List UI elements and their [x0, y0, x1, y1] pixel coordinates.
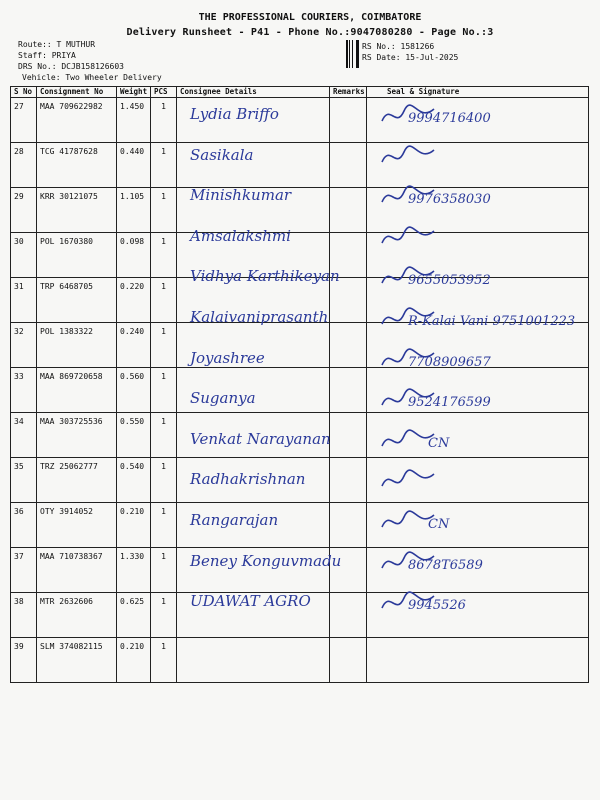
row-pcs: 1 — [151, 503, 177, 548]
col-consignment: Consignment No — [37, 87, 117, 98]
row-pcs: 1 — [151, 368, 177, 413]
row-pcs: 1 — [151, 413, 177, 458]
row-weight: 0.220 — [117, 278, 151, 323]
signature-note-handwritten: 9994716400 — [408, 111, 491, 126]
row-consignment: TCG 41787628 — [37, 143, 117, 188]
row-weight: 0.625 — [117, 593, 151, 638]
row-consignment: MAA 710738367 — [37, 548, 117, 593]
row-pcs: 1 — [151, 323, 177, 368]
row-sno: 30 — [11, 233, 37, 278]
barcode — [346, 40, 360, 68]
consignee-name-handwritten: Rangarajan — [190, 511, 279, 529]
row-remarks — [330, 593, 367, 638]
signature-note-handwritten: R-Kalai Vani 9751001223 — [408, 314, 576, 329]
route: Route:: T MUTHUR — [18, 40, 96, 49]
col-consignee: Consignee Details — [177, 87, 330, 98]
consignee-name-handwritten: Vidhya Karthikeyan — [190, 267, 340, 286]
row-sno: 34 — [11, 413, 37, 458]
barcode-bar — [352, 40, 353, 68]
signature-note-handwritten: 9524176599 — [408, 395, 491, 411]
row-consignment: MTR 2632606 — [37, 593, 117, 638]
runsheet-title: Delivery Runsheet - P41 - Phone No.:9047080280 - Page No.:3 — [126, 27, 494, 38]
row-weight: 0.240 — [117, 323, 151, 368]
row-sno: 35 — [11, 458, 37, 503]
col-pcs: PCS — [151, 87, 177, 98]
col-sno: S No — [11, 87, 37, 98]
row-pcs: 1 — [151, 143, 177, 188]
row-remarks — [330, 188, 367, 233]
row-pcs: 1 — [151, 593, 177, 638]
signature-scribble — [378, 466, 438, 496]
row-pcs: 1 — [151, 98, 177, 143]
row-consignment: OTY 3914052 — [37, 503, 117, 548]
consignee-name-handwritten: UDAWAT AGRO — [190, 592, 311, 611]
barcode-bar — [349, 40, 350, 68]
row-consignment: POL 1383322 — [37, 323, 117, 368]
consignee-name-handwritten: Amsalakshmi — [190, 226, 291, 245]
consignee-name-handwritten: Lydia Briffo — [190, 105, 279, 123]
row-weight: 0.550 — [117, 413, 151, 458]
signature-note-handwritten: 9976358030 — [408, 192, 491, 208]
row-remarks — [330, 638, 367, 683]
row-weight: 0.098 — [117, 233, 151, 278]
row-remarks — [330, 368, 367, 413]
col-remarks: Remarks — [330, 87, 367, 98]
table-row — [11, 323, 589, 368]
table-row — [11, 503, 589, 548]
barcode-bar — [346, 40, 348, 68]
row-consignment: MAA 303725536 — [37, 413, 117, 458]
row-consignee — [177, 638, 330, 683]
table-row — [11, 143, 589, 188]
signature-note-handwritten: CN — [428, 517, 450, 532]
row-consignment: SLM 374082115 — [37, 638, 117, 683]
row-remarks — [330, 458, 367, 503]
table-row — [11, 188, 589, 233]
consignee-name-handwritten: Minishkumar — [190, 186, 292, 205]
row-weight: 0.210 — [117, 638, 151, 683]
row-consignment: MAA 869720658 — [37, 368, 117, 413]
row-weight: 1.450 — [117, 98, 151, 143]
consignee-name-handwritten: Venkat Narayanan — [190, 429, 331, 448]
consignee-name-handwritten: Radhakrishnan — [190, 470, 306, 489]
row-sno: 32 — [11, 323, 37, 368]
drs-number: DRS No.: DCJB158126603 — [18, 62, 124, 71]
consignee-name-handwritten: Sasikala — [190, 145, 254, 164]
col-signature: Seal & Signature — [367, 87, 589, 98]
row-weight: 1.105 — [117, 188, 151, 233]
table-header — [11, 87, 589, 98]
rs-number: RS No.: 1581266 — [362, 42, 435, 51]
consignee-name-handwritten: Joyashree — [190, 348, 265, 367]
row-sno: 39 — [11, 638, 37, 683]
vehicle: Vehicle: Two Wheeler Delivery — [22, 73, 162, 82]
row-pcs: 1 — [151, 638, 177, 683]
row-weight: 0.560 — [117, 368, 151, 413]
row-signature — [367, 638, 589, 683]
row-consignment: MAA 709622982 — [37, 98, 117, 143]
row-sno: 37 — [11, 548, 37, 593]
row-pcs: 1 — [151, 458, 177, 503]
table-row — [11, 98, 589, 143]
barcode-bar — [356, 40, 359, 68]
row-sno: 33 — [11, 368, 37, 413]
consignee-name-handwritten: Suganya — [190, 389, 256, 408]
signature-scribble — [378, 223, 438, 253]
consignee-name-handwritten: Beney Konguvmadu — [190, 551, 342, 570]
row-remarks — [330, 143, 367, 188]
row-weight: 0.540 — [117, 458, 151, 503]
signature-note-handwritten: 8678T6589 — [408, 557, 483, 573]
row-remarks — [330, 503, 367, 548]
signature-note-handwritten: CN — [428, 435, 450, 451]
col-weight: Weight — [117, 87, 151, 98]
table-row — [11, 368, 589, 413]
row-consignment: TRZ 25062777 — [37, 458, 117, 503]
signature-note-handwritten: 7708909657 — [408, 354, 491, 370]
company-title: THE PROFESSIONAL COURIERS, COIMBATORE — [198, 12, 422, 23]
signature-note-handwritten: 9945526 — [408, 598, 466, 614]
table-row — [11, 638, 589, 683]
row-consignment: POL 1670380 — [37, 233, 117, 278]
row-sno: 27 — [11, 98, 37, 143]
consignee-name-handwritten: Kalaivaniprasanth — [190, 308, 329, 326]
row-sno: 36 — [11, 503, 37, 548]
row-remarks — [330, 98, 367, 143]
row-weight: 0.440 — [117, 143, 151, 188]
row-sno: 38 — [11, 593, 37, 638]
row-pcs: 1 — [151, 278, 177, 323]
signature-note-handwritten: 9655053952 — [408, 273, 491, 289]
row-weight: 0.210 — [117, 503, 151, 548]
staff: Staff: PRIYA — [18, 51, 76, 60]
row-pcs: 1 — [151, 188, 177, 233]
row-sno: 29 — [11, 188, 37, 233]
row-remarks — [330, 413, 367, 458]
row-weight: 1.330 — [117, 548, 151, 593]
row-sno: 28 — [11, 143, 37, 188]
row-remarks — [330, 323, 367, 368]
rs-date: RS Date: 15-Jul-2025 — [362, 53, 459, 62]
row-pcs: 1 — [151, 233, 177, 278]
row-pcs: 1 — [151, 548, 177, 593]
row-consignment: KRR 30121075 — [37, 188, 117, 233]
row-consignment: TRP 6468705 — [37, 278, 117, 323]
signature-scribble — [378, 142, 438, 172]
row-sno: 31 — [11, 278, 37, 323]
